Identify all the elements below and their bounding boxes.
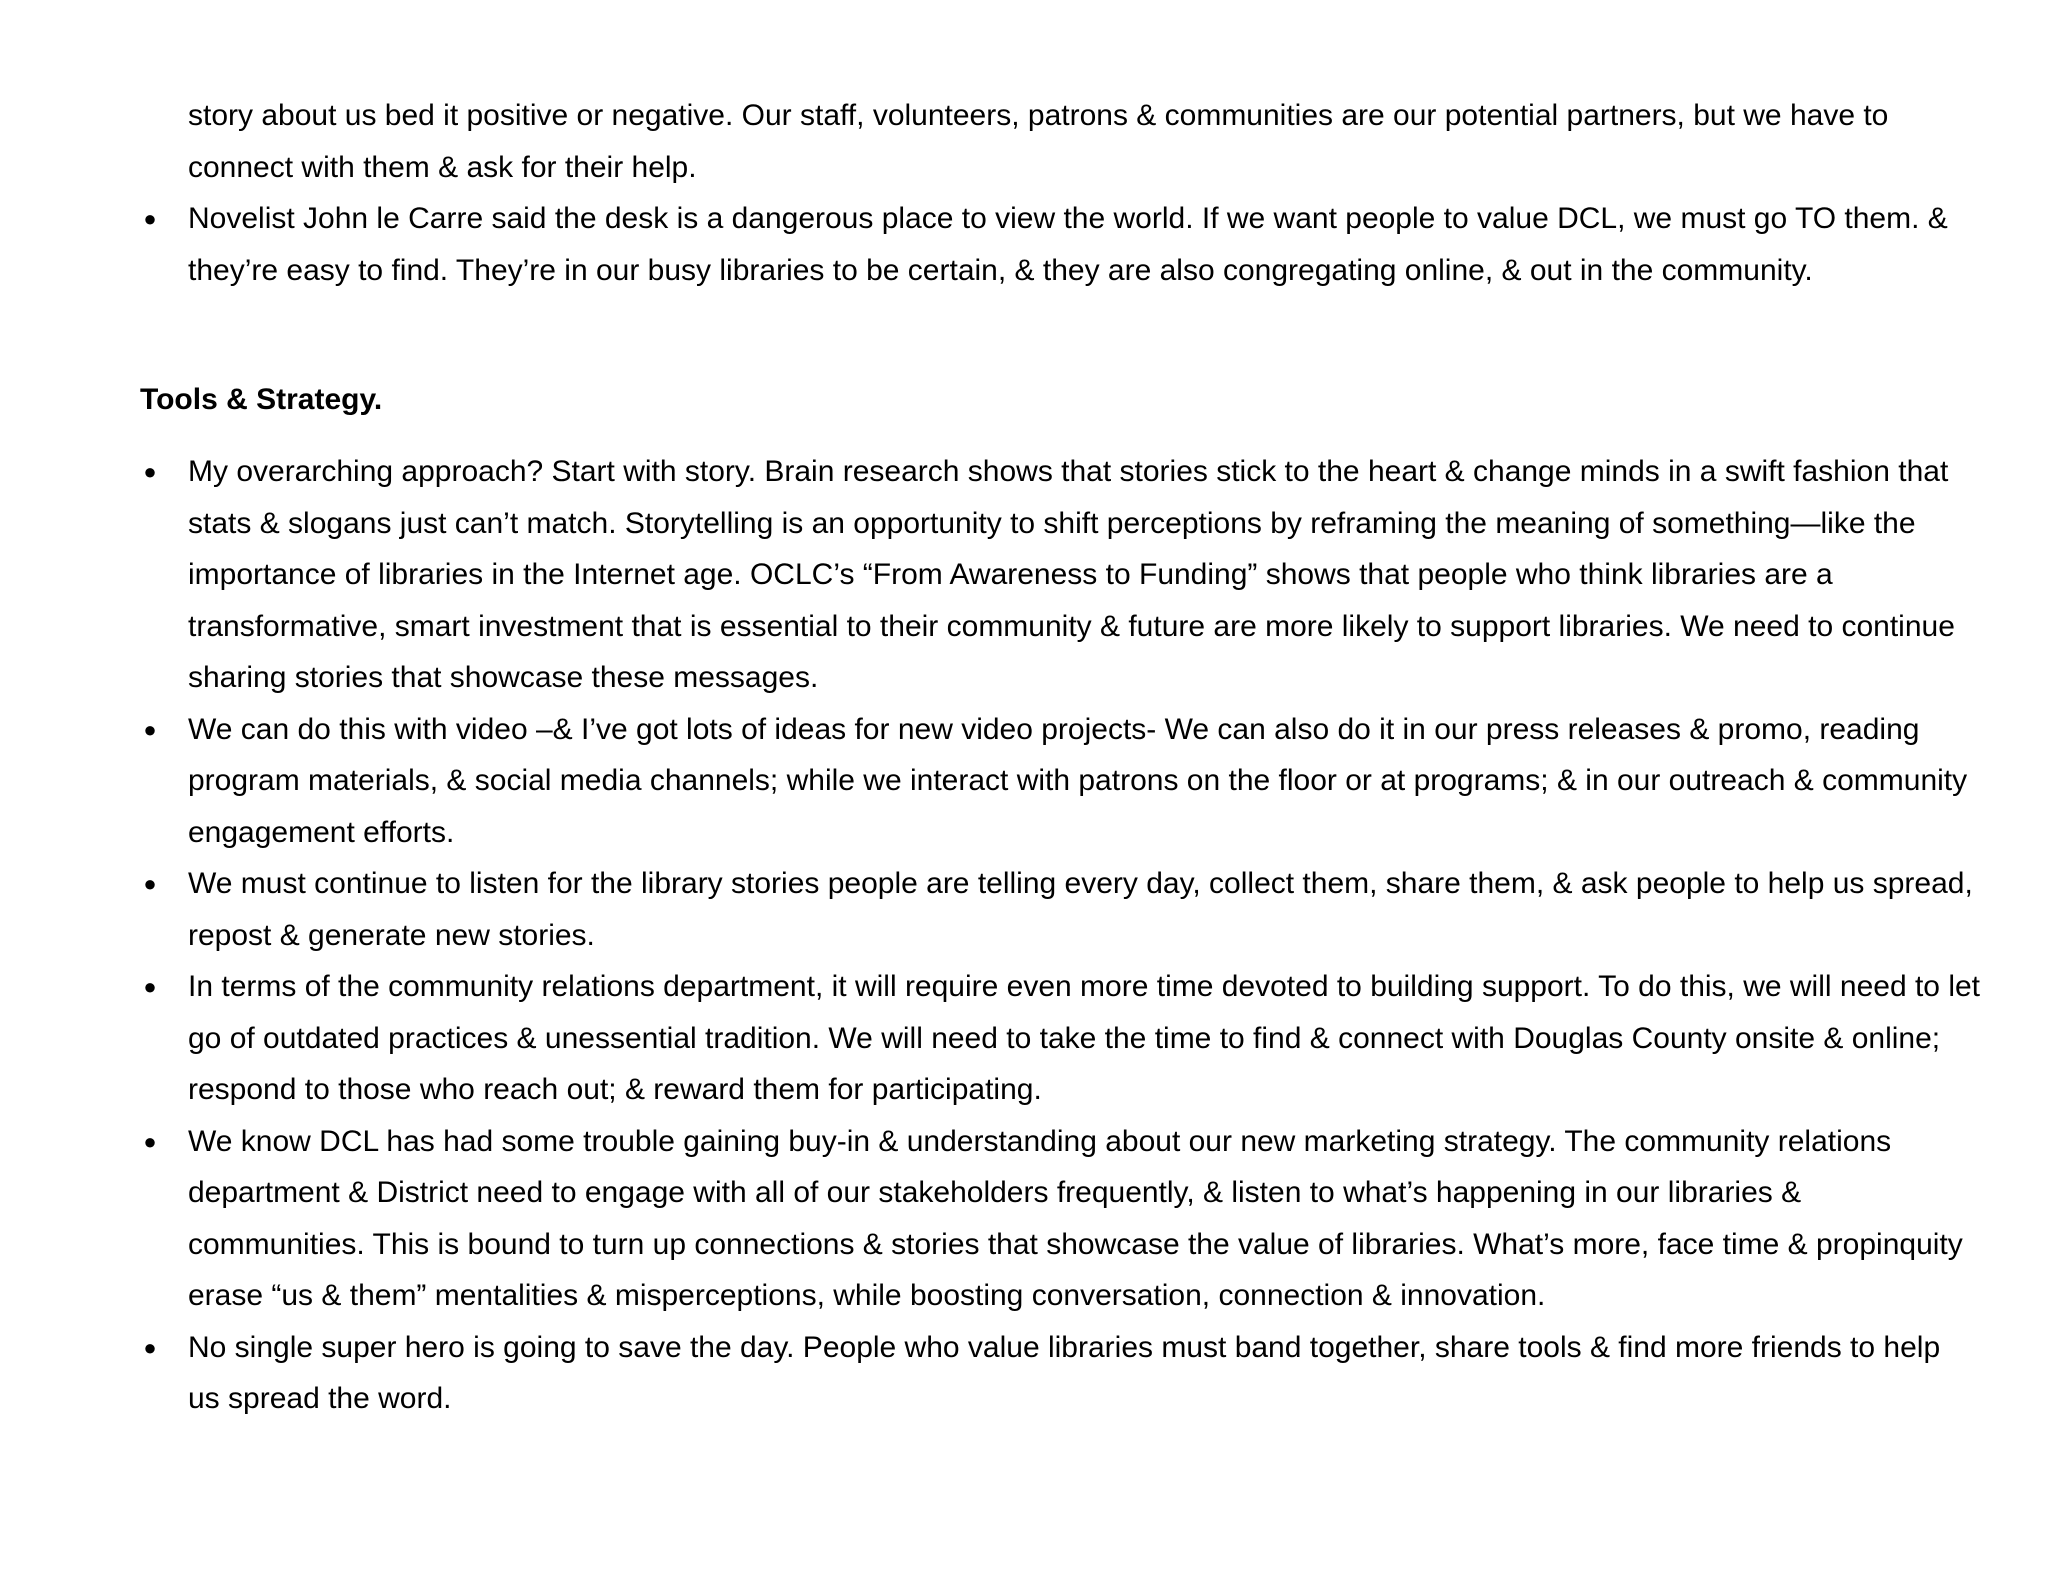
list-item — [140, 961, 1980, 1116]
bullet-list-intro — [140, 193, 1980, 296]
bullet-icon: ● — [143, 459, 157, 484]
bullet-list-strategy — [140, 446, 1980, 1425]
list-item — [140, 1116, 1980, 1322]
list-item-text: No single super hero is going to save the day. People who value libraries must band together, share tools & find more friends to help us spread the word. — [188, 1330, 1941, 1415]
bullet-icon: ● — [143, 974, 157, 999]
continued-paragraph — [140, 90, 1980, 193]
list-item-text: We can do this with video –& I’ve got lots of ideas for new video projects- We can also do it in our press releases & promo, reading program materials, & social media channels; while we interact with patrons on the floor or at programs; & in our outreach & community engagement efforts. — [188, 712, 1968, 849]
list-item — [140, 446, 1980, 704]
bullet-icon: ● — [143, 871, 157, 896]
list-item — [140, 193, 1980, 296]
continued-paragraph-text: story about us bed it positive or negative. Our staff, volunteers, patrons & communities are our potential partners, but we have to connect with them & ask for their help. — [188, 99, 1889, 184]
section-heading: Tools & Strategy. — [140, 383, 383, 416]
bullet-icon: ● — [143, 206, 157, 231]
list-item — [140, 704, 1980, 859]
bullet-icon: ● — [143, 1334, 157, 1360]
list-item-text: We must continue to listen for the library stories people are telling every day, collect them, share them, & ask people to help us spread, repost & generate new stories. — [188, 867, 1973, 952]
list-item-text: In terms of the community relations department, it will require even more time devoted to building support. To do this, we will need to let go of outdated practices & unessential tradition. We will need to take the time to find & connect with Douglas County onsite & online; respond to those who reach out; & reward them for participating. — [188, 970, 1981, 1106]
list-item-text: Novelist John le Carre said the desk is a dangerous place to view the world. If we want people to value DCL, we must go TO them. & they’re easy to find. They’re in our busy libraries to be certain, & they are also congregating online, & out in the community. — [188, 202, 1948, 287]
list-item — [140, 1322, 1980, 1425]
bullet-icon: ● — [143, 716, 157, 742]
list-item-text: My overarching approach? Start with story. Brain research shows that stories stick to the heart & change minds in a swift fashion that stats & slogans just can’t match. Storytelling is an opportunity to shift perceptions by reframing the meaning of something—like the importance of libraries in the Internet age. OCLC’s “From Awareness to Funding” shows that people who think libraries are a transformative, smart investment that is essential to their community & future are more likely to support libraries. We need to continue sharing stories that showcase these messages. — [188, 455, 1955, 694]
list-item-text: We know DCL has had some trouble gaining buy-in & understanding about our new marketing strategy. The community relations department & District need to engage with all of our stakeholders frequently, & listen to what’s happening in our libraries & communities. This is bound to turn up connections & stories that showcase the value of libraries. What’s more, face time & propinquity erase “us & them” mentalities & misperceptions, while boosting conversation, connection & innovation. — [188, 1124, 1963, 1312]
bullet-icon: ● — [143, 1128, 157, 1154]
list-item — [140, 858, 1980, 961]
